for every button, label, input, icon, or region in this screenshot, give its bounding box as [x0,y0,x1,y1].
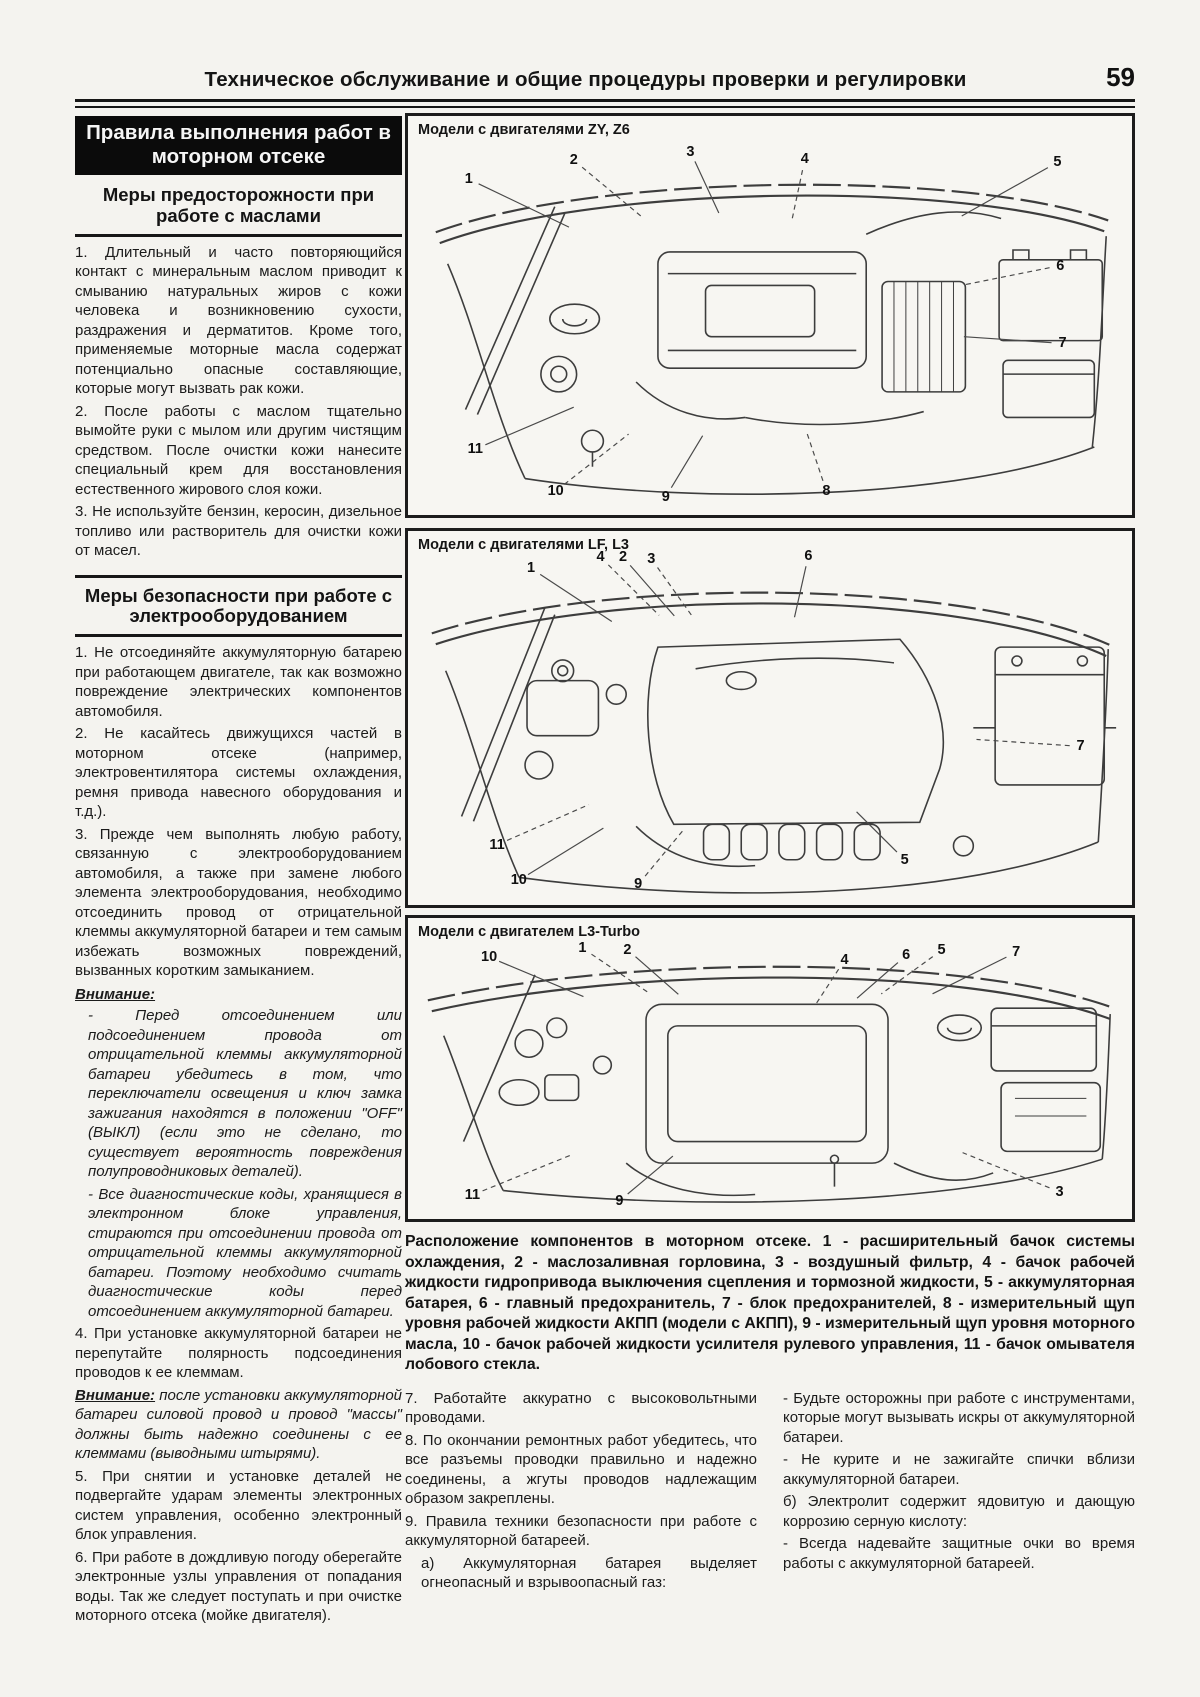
paragraph: 1. Длительный и часто повторяющийся контакт с минеральным маслом приводит к смыванию натуральных жиров с кожи человека и возникновению сухости, раздражения и дерматитов. Кроме того, применяемые моторные масла содержат потенциально опасные составляющие, которые могут вызвать рак кожи. [75,243,402,398]
chapter-title-box: Правила выполнения работ в моторном отсеке [75,116,402,175]
warning-note: Внимание: после установки аккумуляторной батареи силовой провод и провод "массы" должны быть надежно соединены с ее клеммами (выводными штырями). [75,1386,402,1462]
diagram-title: Модели с двигателями ZY, Z6 [418,122,630,138]
paragraph: - Будьте осторожны при работе с инструментами, которые могут вызывать искры от аккумуляторной батареи. [783,1389,1135,1446]
callout-number: 2 [623,941,632,958]
callout-number: 6 [804,547,813,564]
left-column-blocks [75,185,402,1625]
callout-number: 9 [634,876,643,893]
callout-number: 11 [464,1186,481,1203]
paragraph: 4. При установке аккумуляторной батареи не перепутайте полярность подсоединения проводов к ее клеммам. [75,1325,402,1381]
callout-number: 6 [902,947,911,964]
warning-item: - Все диагностические коды, хранящиеся в электронном блоке управления, стираются при отсоединении провода от отрицательной клеммы аккумуляторной батареи. Поэтому необходимо считать диагностические коды перед отсоединением аккумуляторной батареи. [88,1185,402,1320]
page-header [75,62,1135,93]
callout-number: 2 [569,152,578,169]
paragraph: 2. После работы с маслом тщательно вымойте руки с мылом или другим чистящим средством. После очистки кожи нанесите специальный крем для восстановления естественного жирового слоя кожи. [75,402,402,498]
callout-number: 6 [1056,257,1065,274]
warning-label: Внимание: [75,985,156,1003]
callout-number: 4 [596,549,605,566]
callout-number: 3 [1055,1183,1064,1200]
warning-lead: Внимание: [75,1386,156,1404]
callout-leader-lines [408,918,1132,1219]
page-header-title: Техническое обслуживание и общие процедуры проверки и регулировки [204,68,967,91]
callout-number: 1 [578,940,587,957]
callout-number: 10 [510,872,527,889]
bottom-text-columns [405,1389,1135,1596]
page-number: 59 [1106,62,1135,92]
paragraph: 9. Правила техники безопасности при работе с аккумуляторной батареей. [405,1512,757,1550]
paragraph: 6. При работе в дождливую погоду оберегайте электронные узлы управления от попадания воды. Так же следует поступать и при очистке моторного отсека (мойке двигателя). [75,1548,402,1624]
callout-number: 1 [527,560,536,577]
callout-number: 9 [615,1192,624,1209]
section-heading: Меры безопасности при работе с электрооборудованием [75,575,402,637]
diagram-title: Модели с двигателем L3-Turbo [418,924,640,940]
callout-number: 11 [489,836,505,853]
callout-number: 2 [618,549,628,566]
paragraph: - Не курите и не зажигайте спички вблизи аккумуляторной батареи. [783,1451,1135,1488]
callout-number: 3 [686,143,695,160]
callout-number: 7 [1012,944,1021,961]
callout-number: 11 [467,441,483,458]
callout-number: 5 [1053,154,1062,171]
paragraph: 8. По окончании ремонтных работ убедитесь, что все разъемы проводки правильно и надежно соединены, а жгуты проводов надлежащим образом закреплены. [405,1431,757,1508]
paragraph: - Всегда надевайте защитные очки во время работы с аккумуляторной батареей. [783,1535,1135,1572]
callout-number: 1 [464,171,473,188]
callout-leader-lines [408,531,1132,905]
callout-number: 9 [661,489,670,506]
callout-number: 4 [840,952,849,969]
diagram-panel-3 [405,915,1135,1222]
paragraph: 1. Не отсоединяйте аккумуляторную батарею при работающем двигателе, так как возможно повреждение электрических компонентов автомобиля. [75,644,402,720]
bottom-right-column [783,1389,1135,1596]
paragraph: б) Электролит содержит ядовитую и дающую коррозию серную кислоту: [783,1493,1135,1530]
paragraph: а) Аккумуляторная батарея выделяет огнеопасный и взрывоопасный газ: [421,1554,757,1592]
callout-number: 5 [937,942,946,959]
paragraph: 3. Прежде чем выполнять любую работу, связанную с электрооборудованием автомобиля, а также при замене любого элемента электрооборудования, необходимо отсоединить провод от отрицательной клеммы аккумуляторной батареи и тем самым избежать возможных повреждений, вызванных коротким замыканием. [75,825,402,979]
callout-number: 4 [800,151,809,168]
section-heading: Меры предосторожности при работе с маслами [75,185,402,236]
callout-leader-lines [408,116,1132,515]
callout-number: 3 [647,550,656,567]
paragraph: 5. При снятии и установке деталей не подвергайте ударам элементы электронных систем управления, особенно электронный блок управления. [75,1467,402,1543]
callout-number: 10 [481,949,498,966]
callout-number: 7 [1058,335,1067,352]
paragraph: 2. Не касайтесь движущихся частей в моторном отсеке (например, электровентилятора системы охлаждения, ремня привода навесного оборудования и т.д.). [75,725,402,820]
callout-number: 7 [1076,738,1085,755]
paragraph: 3. Не используйте бензин, керосин, дизельное топливо или растворитель для очистки кожи от масел. [75,503,402,560]
diagram-panel-1 [405,113,1135,518]
left-text-column [75,116,402,1629]
diagram-panel-2 [405,528,1135,908]
warning-item: - Перед отсоединением или подсоединением провода от отрицательной клеммы аккумуляторной батареи убедитесь в том, что переключатели освещения и ключ замка зажигания находятся в положении "OFF" (ВЫКЛ) (если это не сделано, то существует вероятность повреждения полупроводниковых деталей). [88,1007,402,1180]
figure-caption: Расположение компонентов в моторном отсеке. 1 - расширительный бачок системы охлаждения, 2 - маслозаливная горловина, 3 - воздушный фильтр, 4 - бачок рабочей жидкости гидропривода выключения сцепления и тормозной жидкости, 5 - аккумуляторная батарея, 6 - главный предохранитель, 7 - блок предохранителей, 8 - измерительный щуп уровня рабочей жидкости АКПП (модели с АКПП), 9 - измерительный щуп уровня моторного масла, 10 - бачок рабочей жидкости усилителя рулевого управления, 11 - бачок омывателя лобового стекла. [405,1233,1135,1374]
header-double-rule [75,99,1135,108]
diagram-title: Модели с двигателями LF, L3 [418,537,629,553]
bottom-left-column [405,1389,757,1596]
callout-number: 5 [900,851,909,868]
callout-number: 8 [822,483,831,500]
paragraph: 7. Работайте аккуратно с высоковольтными проводами. [405,1389,757,1427]
callout-number: 10 [547,483,564,500]
right-figure-column [405,113,1135,1596]
